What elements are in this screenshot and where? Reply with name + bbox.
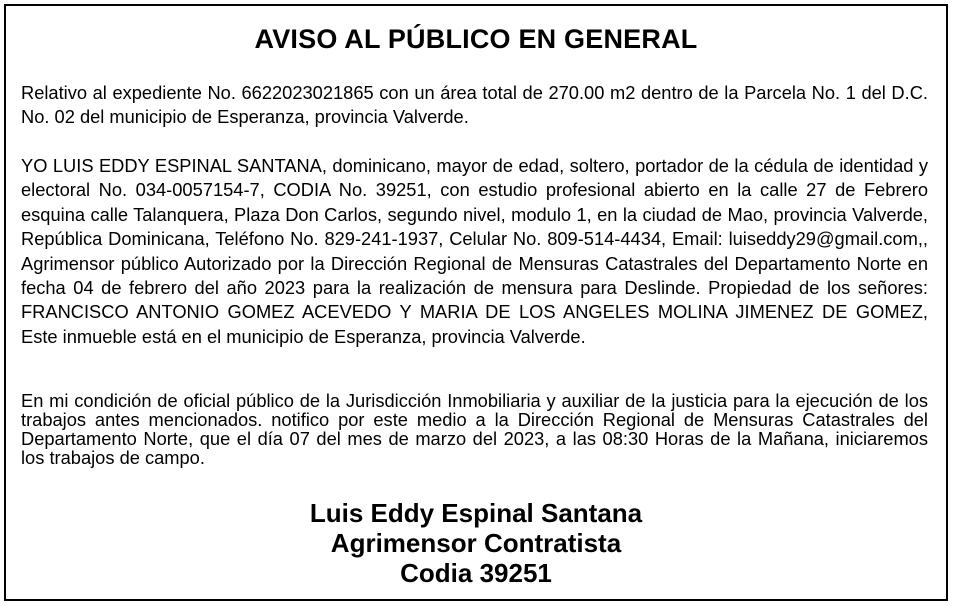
notification-paragraph: En mi condición de oficial público de la Jurisdicción Inmobiliaria y auxiliar de la justicia para la ejecución de los trabajos antes mencionados. notifico por este medio a la Dirección Regional de Mensuras Catastrales del Departamento Norte, que el día 07 del mes de marzo del 2023, a las 08:30 Horas de la Mañana, iniciaremos los trabajos de campo. <box>21 390 928 468</box>
signature-block <box>6 498 946 588</box>
signature-name: Luis Eddy Espinal Santana <box>309 498 643 528</box>
signature-role: Agrimensor Contratista <box>330 528 622 558</box>
signature-codia: Codia 39251 <box>400 558 552 588</box>
file-reference-paragraph: Relativo al expediente No. 6622023021865 con un área total de 270.00 m2 dentro de la Parcela No. 1 del D.C. No. 02 del municipio de Esperanza, provincia Valverde. <box>21 82 928 127</box>
public-notice <box>4 4 948 601</box>
notice-title: AVISO AL PÚBLICO EN GENERAL <box>254 24 698 54</box>
surveyor-declaration-paragraph: YO LUIS EDDY ESPINAL SANTANA, dominicano, mayor de edad, soltero, portador de la cédula de identidad y electoral No. 034-0057154-7, CODIA No. 39251, con estudio profesional abierto en la calle 27 de Febrero esquina calle Talanquera, Plaza Don Carlos, segundo nivel, modulo 1, en la ciudad de Mao, provincia Valverde, República Dominicana, Teléfono No. 829-241-1937, Celular No. 809-514-4434, Email: luiseddy29@gmail.com,, Agrimensor público Autorizado por la Dirección Regional de Mensuras Catastrales del Departamento Norte en fecha 04 de febrero del año 2023 para la realización de mensura para Deslinde. Propiedad de los señores: FRANCISCO ANTONIO GOMEZ ACEVEDO Y MARIA DE LOS ANGELES MOLINA JIMENEZ DE GOMEZ, Este inmueble está en el municipio de Esperanza, provincia Valverde. <box>21 155 928 347</box>
